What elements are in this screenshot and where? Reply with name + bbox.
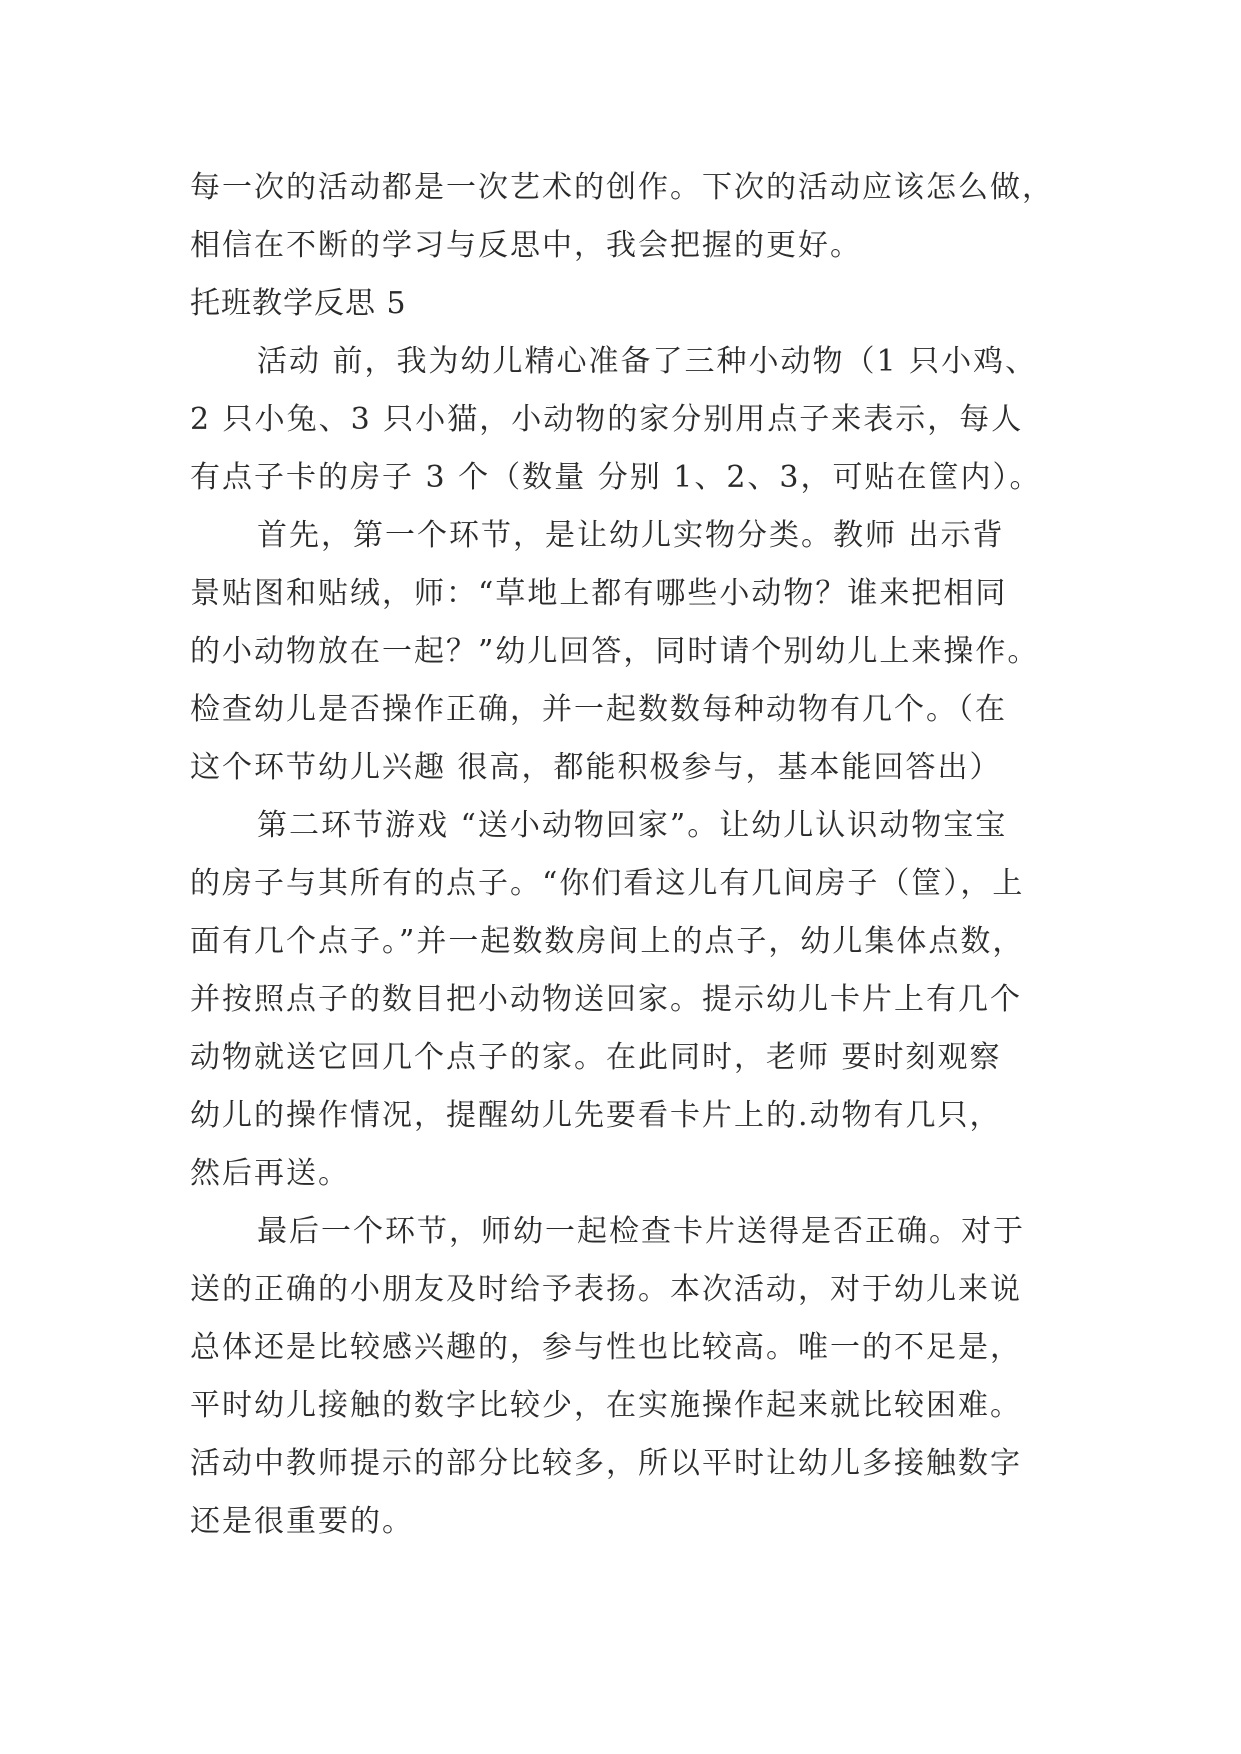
intro-line-1: 每一次的活动都是一次艺术的创作。下次的活动应该怎么做， [190,170,1054,205]
paragraph-3-line-7: 然后再送。 [190,1156,350,1191]
paragraph-4-line-5: 活动中教师提示的部分比较多，所以平时让幼儿多接触数字 [190,1446,1022,1481]
paragraph-2-line-5: 这个环节幼儿兴趣 很高，都能积极参与，基本能回答出） [190,750,1002,785]
paragraph-3-line-4: 并按照点子的数目把小动物送回家。提示幼儿卡片上有几个 [190,982,1022,1017]
paragraph-4-line-6: 还是很重要的。 [190,1504,414,1539]
paragraph-1-line-2: 2 只小兔、3 只小猫，小动物的家分别用点子来表示，每人 [190,402,1024,437]
paragraph-1-line-1: 活动 前，我为幼儿精心准备了三种小动物（1 只小鸡、 [257,344,1038,379]
paragraph-3-line-2: 的房子与其所有的点子。“你们看这儿有几间房子（筐），上 [190,866,1025,901]
paragraph-4-line-2: 送的正确的小朋友及时给予表扬。本次活动，对于幼儿来说 [190,1272,1022,1307]
paragraph-3-line-3: 面有几个点子。”并一起数数房间上的点子，幼儿集体点数， [190,924,1025,959]
paragraph-2-line-4: 检查幼儿是否操作正确，并一起数数每种动物有几个。（在 [190,692,1007,727]
paragraph-3-line-5: 动物就送它回几个点子的家。在此同时，老师 要时刻观察 [190,1040,1002,1075]
paragraph-4-line-3: 总体还是比较感兴趣的，参与性也比较高。唯一的不足是， [190,1330,1022,1365]
paragraph-2-line-2: 景贴图和贴绒，师：“草地上都有哪些小动物？谁来把相同 [190,576,1008,611]
paragraph-4-line-4: 平时幼儿接触的数字比较少，在实施操作起来就比较困难。 [190,1388,1022,1423]
paragraph-3-line-6: 幼儿的操作情况，提醒幼儿先要看卡片上的.动物有几只， [190,1098,1002,1133]
paragraph-1-line-3: 有点子卡的房子 3 个（数量 分别 1、2、3，可贴在筐内）。 [190,460,1042,495]
paragraph-2-line-1: 首先，第一个环节，是让幼儿实物分类。教师 出示背 [257,518,1005,553]
intro-line-2: 相信在不断的学习与反思中，我会把握的更好。 [190,228,862,263]
paragraph-4-line-1: 最后一个环节，师幼一起检查卡片送得是否正确。对于 [257,1214,1025,1249]
paragraph-2-line-3: 的小动物放在一起？”幼儿回答，同时请个别幼儿上来操作。 [190,634,1040,669]
paragraph-3-line-1: 第二环节游戏 “送小动物回家”。让幼儿认识动物宝宝 [257,808,1008,843]
section-title: 托班教学反思 5 [190,286,407,321]
